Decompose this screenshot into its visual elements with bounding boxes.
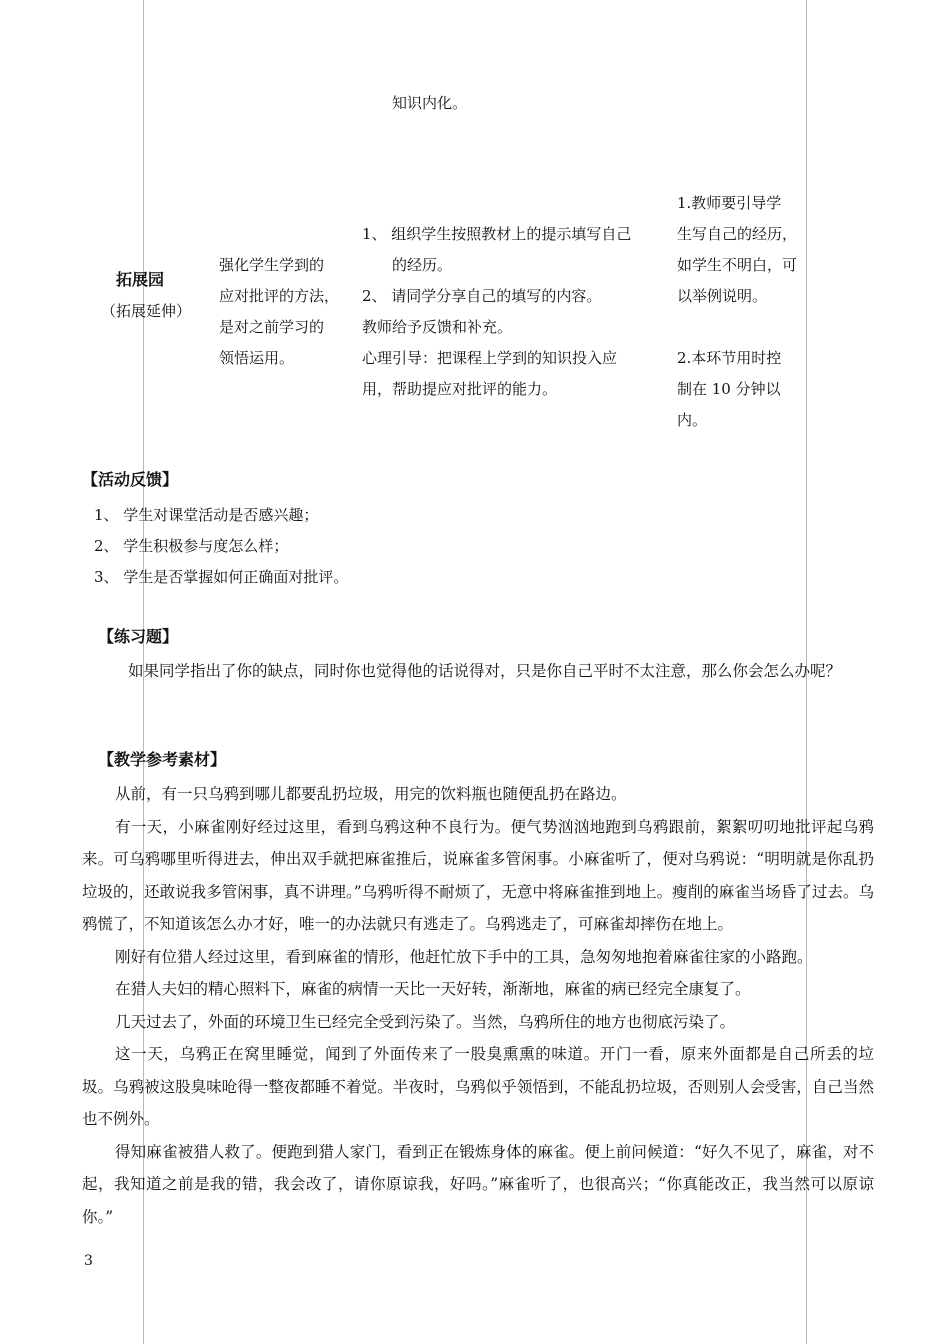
page-number: 3	[84, 1253, 93, 1269]
col4-line: 内。	[677, 411, 708, 429]
reference-paragraph: 有一天，小麻雀刚好经过这里，看到乌鸦这种不良行为。便气势汹汹地跑到乌鸦跟前，絮絮叨叨地批评起乌鸦来。可乌鸦哪里听得进去，伸出双手就把麻雀推后，说麻雀多管闲事。小麻雀听了，便对乌鸦说：“明明就是你乱扔垃圾的，还敢说我多管闲事，真不讲理。”乌鸦听得不耐烦了，无意中将麻雀推到地上。瘦削的麻雀当场昏了过去。乌鸦慌了，不知道该怎么办才好，唯一的办法就只有逃走了。乌鸦逃走了，可麻雀却摔伤在地上。	[82, 817, 874, 933]
reference-paragraph: 从前，有一只乌鸦到哪儿都要乱扔垃圾，用完的饮料瓶也随便乱扔在路边。	[115, 785, 627, 803]
col4-line: 生写自己的经历，	[677, 225, 798, 243]
col3-line: 1、 组织学生按照教材上的提示填写自己	[362, 225, 632, 243]
col1-subtitle: （拓展延伸）	[101, 302, 192, 320]
col2-line: 领悟运用。	[219, 349, 295, 367]
feedback-item: 3、 学生是否掌握如何正确面对批评。	[94, 568, 349, 586]
reference-heading: 【教学参考素材】	[98, 750, 227, 769]
col2-line: 强化学生学到的	[219, 256, 325, 274]
col3-line: 教师给予反馈和补充。	[362, 318, 513, 336]
feedback-item: 1、 学生对课堂活动是否感兴趣；	[94, 506, 319, 524]
reference-paragraph: 刚好有位猎人经过这里，看到麻雀的情形，他赶忙放下手中的工具，急匆匆地抱着麻雀往家的小路跑。	[115, 947, 813, 966]
exercise-text: 如果同学指出了你的缺点，同时你也觉得他的话说得对，只是你自己平时不太注意，那么你会怎么办呢？	[128, 662, 842, 680]
col3-line: 2、 请同学分享自己的填写的内容。	[362, 287, 602, 305]
col1-title: 拓展园	[116, 270, 165, 289]
col3-line: 用，帮助提应对批评的能力。	[362, 380, 558, 398]
col4-line: 制在 10 分钟以	[677, 380, 781, 398]
reference-body	[0, 778, 874, 1233]
col3-line: 的经历。	[392, 256, 453, 274]
col2-line: 是对之前学习的	[219, 318, 325, 336]
reference-paragraph: 这一天，乌鸦正在窝里睡觉，闻到了外面传来了一股臭熏熏的味道。开门一看，原来外面都是自己所丢的垃圾。乌鸦被这股臭味呛得一整夜都睡不着觉。半夜时，乌鸦似乎领悟到，不能乱扔垃圾，否则别人会受害，自己当然也不例外。	[82, 1045, 874, 1128]
top-fragment: 知识内化。	[392, 94, 468, 112]
reference-paragraph: 得知麻雀被猎人救了。便跑到猎人家门，看到正在锻炼身体的麻雀。便上前问候道：“好久不见了，麻雀，对不起，我知道之前是我的错，我会改了，请你原谅我，好吗。”麻雀听了，也很高兴；“你真能改正，我当然可以原谅你。”	[82, 1142, 874, 1226]
col4-line: 2.本环节用时控	[677, 349, 782, 367]
exercise-heading: 【练习题】	[98, 627, 179, 646]
col3-line: 心理引导：把课程上学到的知识投入应	[362, 349, 618, 367]
col4-line: 如学生不明白，可	[677, 256, 798, 274]
col4-line: 以举例说明。	[677, 287, 768, 305]
col4-line: 1.教师要引导学	[677, 194, 782, 212]
reference-paragraph: 在猎人夫妇的精心照料下，麻雀的病情一天比一天好转，渐渐地，麻雀的病已经完全康复了。	[115, 980, 751, 998]
reference-paragraph: 几天过去了，外面的环境卫生已经完全受到污染了。当然，乌鸦所住的地方也彻底污染了。	[115, 1012, 736, 1031]
col2-line: 应对批评的方法，	[219, 287, 340, 305]
feedback-heading: 【活动反馈】	[82, 470, 179, 489]
feedback-item: 2、 学生积极参与度怎么样；	[94, 537, 289, 555]
